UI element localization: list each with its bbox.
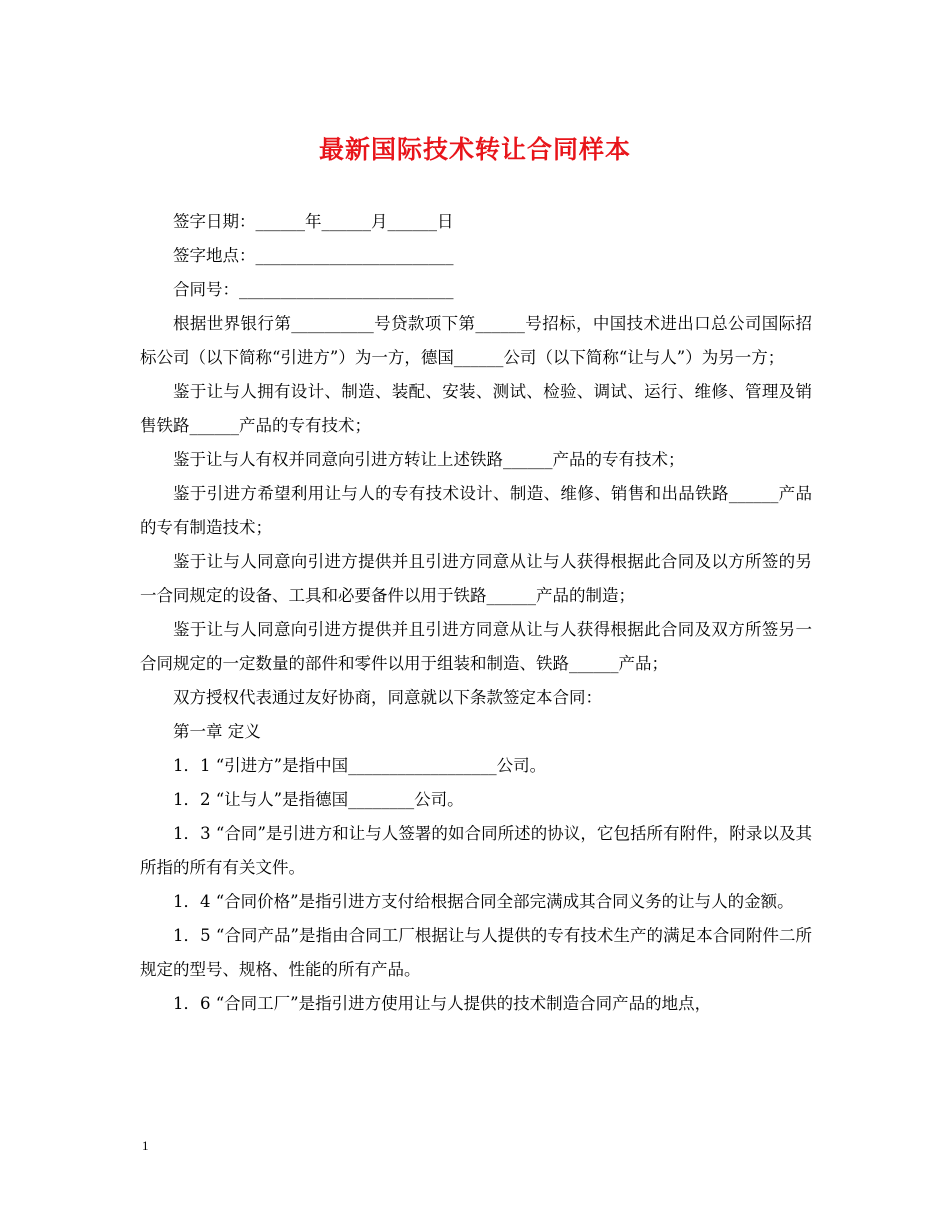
agreement-paragraph: 双方授权代表通过友好协商，同意就以下条款签定本合同： [173,688,602,707]
whereas-paragraph: 鉴于让与人有权并同意向引进方转让上述铁路______产品的专有技术； [173,450,685,469]
document-body [140,205,812,1021]
definition-clause: 1．4 “合同价格”是指引进方支付给根据合同全部完满成其合同义务的让与人的金额。 [173,892,794,911]
signing-place-line: 签字地点：________________________ [173,246,454,265]
whereas-paragraph: 鉴于让与人同意向引进方提供并且引进方同意从让与人获得根据此合同及以方所签的另一合同规定的设备、工具和必要备件以用于铁路______产品的制造； [140,552,812,605]
whereas-paragraph: 鉴于引进方希望利用让与人的专有技术设计、制造、维修、销售和出品铁路______产品的专有制造技术； [140,484,812,537]
whereas-paragraph: 鉴于让与人同意向引进方提供并且引进方同意从让与人获得根据此合同及双方所签另一合同规定的一定数量的部件和零件以用于组装和制造、铁路______产品； [140,620,812,673]
signing-date-line: 签字日期：______年______月______日 [173,212,454,231]
definition-clause: 1．5 “合同产品”是指由合同工厂根据让与人提供的专有技术生产的满足本合同附件二所规定的型号、规格、性能的所有产品。 [140,926,812,979]
definition-clause: 1．3 “合同”是引进方和让与人签署的如合同所述的协议，它包括所有附件，附录以及其所指的所有有关文件。 [140,824,812,877]
definition-clause: 1．1 “引进方”是指中国__________________公司。 [173,756,547,775]
definition-clause: 1．6 “合同工厂”是指引进方使用让与人提供的技术制造合同产品的地点， [173,994,712,1013]
whereas-paragraph: 鉴于让与人拥有设计、制造、装配、安装、测试、检验、调试、运行、维修、管理及销售铁路______产品的专有技术； [140,382,812,435]
definition-clause: 1．2 “让与人”是指德国________公司。 [173,790,464,809]
page-number: 1 [142,1138,149,1153]
document-title: 最新国际技术转让合同样本 [318,135,631,164]
preamble-paragraph: 根据世界银行第__________号贷款项下第______号招标，中国技术进出口总公司国际招标公司（以下简称“引进方”）为一方，德国______公司（以下简称“让与人”）为另一方； [140,314,812,367]
chapter-heading: 第一章 定义 [173,722,261,741]
contract-number-line: 合同号：__________________________ [173,280,454,299]
